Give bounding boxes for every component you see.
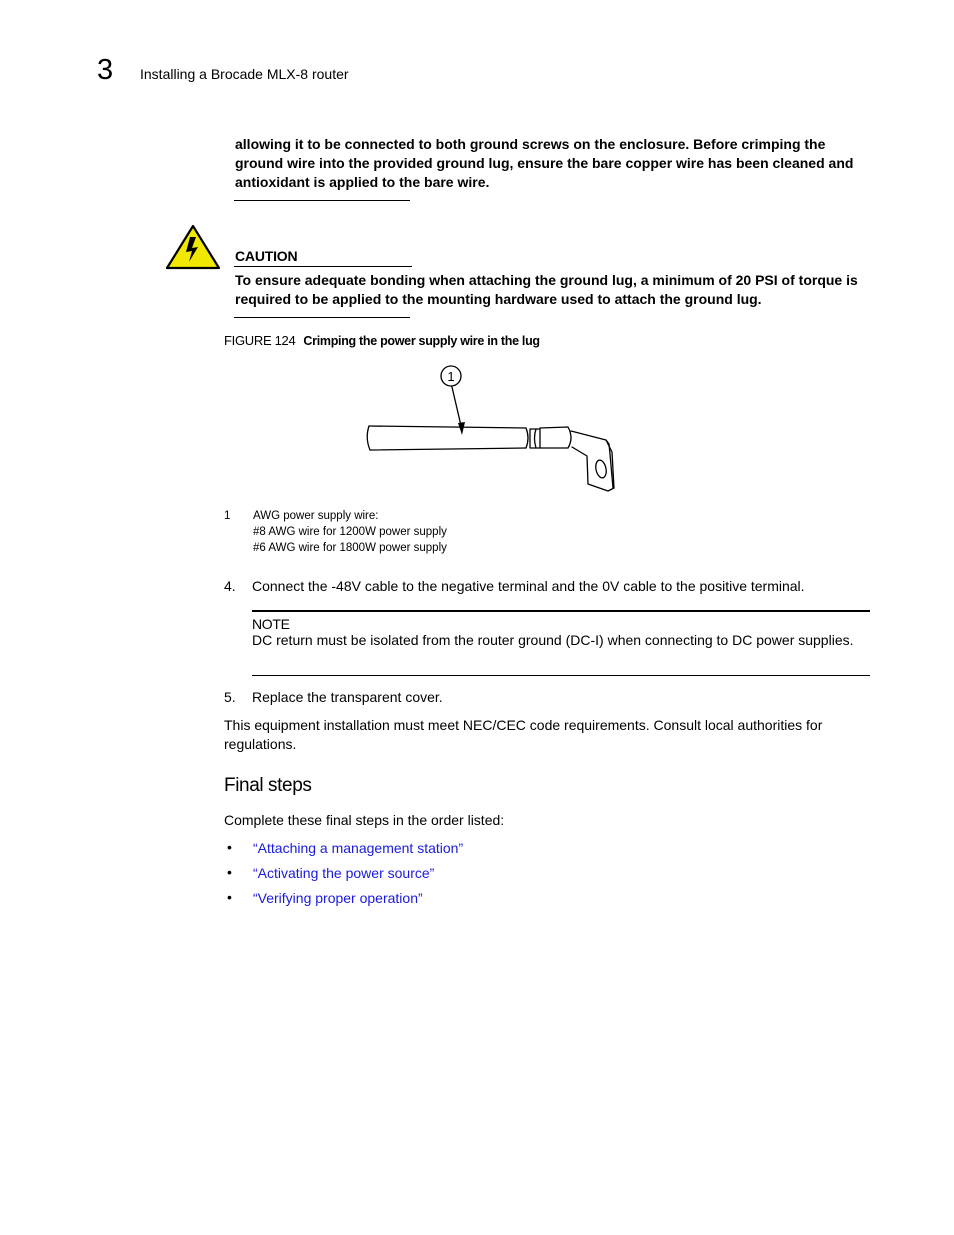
- link-verifying-proper-operation[interactable]: “Verifying proper operation”: [253, 890, 423, 906]
- final-steps-intro: Complete these final steps in the order listed:: [224, 812, 505, 828]
- note-text: DC return must be isolated from the router ground (DC-I) when connecting to DC power supplies.: [252, 632, 854, 648]
- step-number: 5.: [224, 689, 236, 705]
- bullet-icon: •: [227, 889, 232, 905]
- legend-text: [253, 508, 653, 556]
- note-bottom-divider: [252, 675, 870, 676]
- section-heading: Final steps: [224, 775, 312, 796]
- chapter-title: Installing a Brocade MLX-8 router: [140, 66, 349, 82]
- bullet-icon: •: [227, 839, 232, 855]
- caution-text: To ensure adequate bonding when attaching the ground lug, a minimum of 20 PSI of torque is required to be applied to the mounting hardware used to attach the ground lug.: [235, 272, 858, 307]
- wire-lug-illustration: [360, 360, 630, 500]
- step-text: Replace the transparent cover.: [252, 689, 443, 705]
- link-attaching-management-station[interactable]: “Attaching a management station”: [253, 840, 464, 856]
- legend-number: 1: [224, 510, 231, 522]
- figure-caption: [224, 332, 540, 350]
- electrical-hazard-icon: [165, 224, 221, 270]
- compliance-paragraph: This equipment installation must meet NEC/CEC code requirements. Consult local authorities for regulations.: [224, 717, 823, 752]
- link-activating-power-source[interactable]: “Activating the power source”: [253, 865, 435, 881]
- callout-number: 1: [447, 369, 455, 384]
- divider: [234, 200, 410, 201]
- note-label: NOTE: [252, 616, 290, 632]
- figure-title: Crimping the power supply wire in the lug: [303, 334, 540, 348]
- divider: [234, 317, 410, 318]
- caution-label: CAUTION: [235, 248, 298, 264]
- legend-line: #6 AWG wire for 1800W power supply: [253, 542, 447, 554]
- figure-label: FIGURE 124: [224, 333, 296, 348]
- legend-line: #8 AWG wire for 1200W power supply: [253, 526, 447, 538]
- note-top-divider: [252, 610, 870, 612]
- divider: [234, 266, 412, 267]
- bullet-icon: •: [227, 864, 232, 880]
- step-text: Connect the -48V cable to the negative terminal and the 0V cable to the positive terminal.: [252, 578, 805, 594]
- intro-paragraph: allowing it to be connected to both ground screws on the enclosure. Before crimping the ground wire into the provided ground lug, ensure the bare copper wire has been cleaned and antioxidant is applied to the bare wire.: [235, 136, 854, 190]
- legend-line: AWG power supply wire:: [253, 510, 379, 522]
- chapter-number: 3: [97, 54, 114, 86]
- step-number: 4.: [224, 578, 236, 594]
